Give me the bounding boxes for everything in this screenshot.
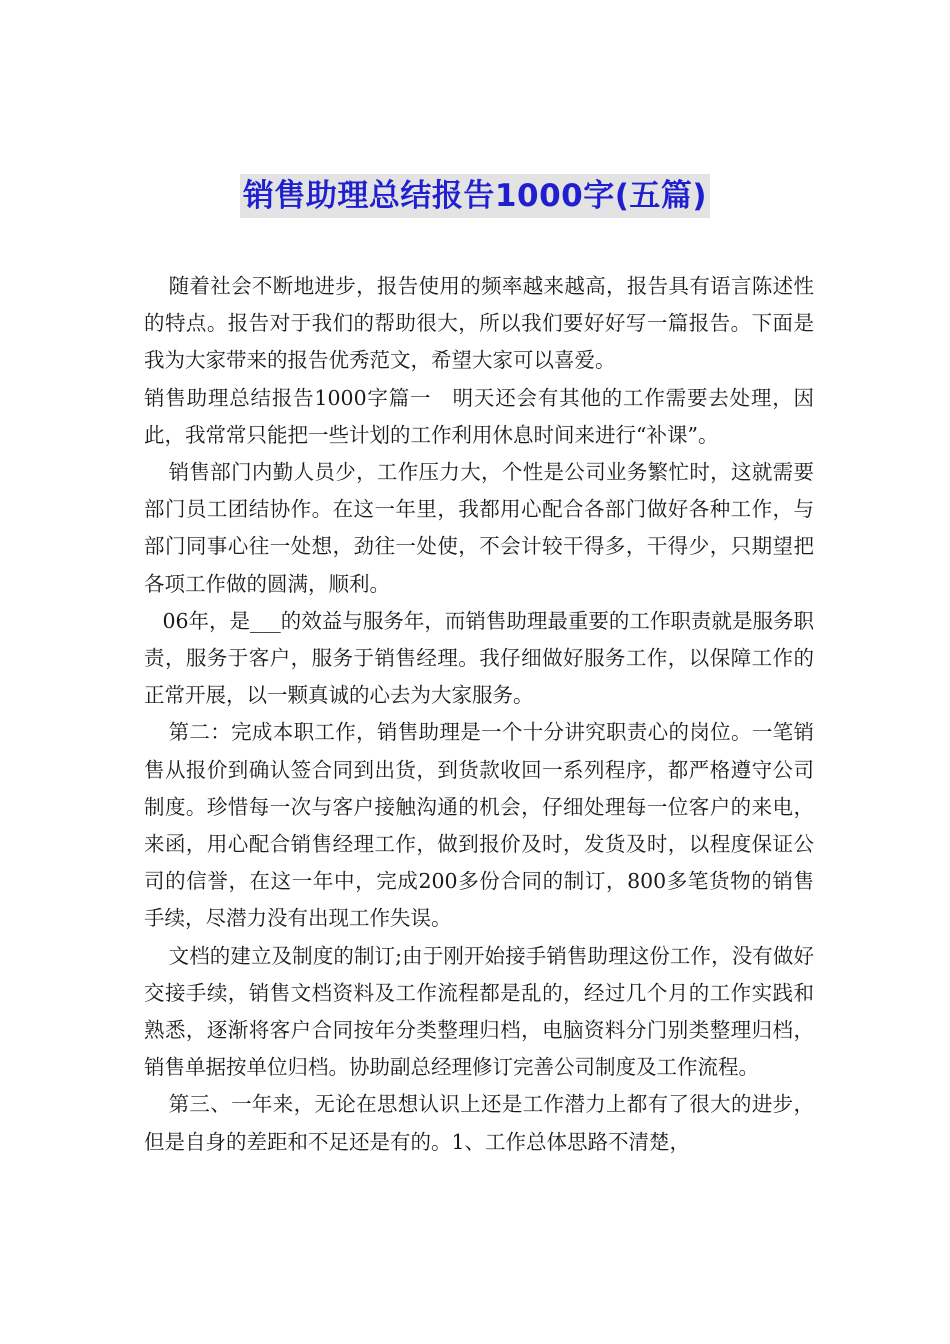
paragraph-shortcomings: 第三、一年来，无论在思想认识上还是工作潜力上都有了很大的进步，但是自身的差距和不足还是有的。1、工作总体思路不清楚， bbox=[144, 1092, 814, 1154]
title-container bbox=[0, 174, 950, 218]
paragraph-section-one: 销售助理总结报告1000字篇一 明天还会有其他的工作需要去处理，因此，我常常只能把一些计划的工作利用休息时间来进行“补课”。 bbox=[144, 385, 814, 447]
paragraph-intro: 随着社会不断地进步，报告使用的频率越来越高，报告具有语言陈述性的特点。报告对于我们的帮助很大，所以我们要好好写一篇报告。下面是我为大家带来的报告优秀范文，希望大家可以喜爱。 bbox=[144, 274, 814, 373]
paragraph-duties: 第二：完成本职工作，销售助理是一个十分讲究职责心的岗位。一笔销售从报价到确认签合同到出货，到货款收回一系列程序，都严格遵守公司制度。珍惜每一次与客户接触沟通的机会，仔细处理每一位客户的来电，来函，用心配合销售经理工作，做到报价及时，发货及时，以程度保证公司的信誉，在这一年中，完成200多份合同的制订，800多笔货物的销售手续，尽潜力没有出现工作失误。 bbox=[144, 720, 814, 931]
paragraph-service-year: 06年，是___的效益与服务年，而销售助理最重要的工作职责就是服务职责，服务于客户，服务于销售经理。我仔细做好服务工作，以保障工作的正常开展，以一颗真诚的心去为大家服务。 bbox=[144, 608, 814, 708]
document-title: 销售助理总结报告1000字(五篇) bbox=[240, 174, 710, 218]
paragraph-documents: 文档的建立及制度的制订;由于刚开始接手销售助理这份工作，没有做好交接手续，销售文档资料及工作流程都是乱的，经过几个月的工作实践和熟悉，逐渐将客户合同按年分类整理归档，电脑资料分门别类整理归档，销售单据按单位归档。协助副总经理修订完善公司制度及工作流程。 bbox=[144, 943, 814, 1080]
document-body bbox=[144, 268, 814, 1161]
paragraph-teamwork: 销售部门内勤人员少，工作压力大，个性是公司业务繁忙时，这就需要部门员工团结协作。在这一年里，我都用心配合各部门做好各种工作，与部门同事心往一处想，劲往一处使，不会计较干得多，干得少，只期望把各项工作做的圆满，顺利。 bbox=[144, 460, 814, 596]
